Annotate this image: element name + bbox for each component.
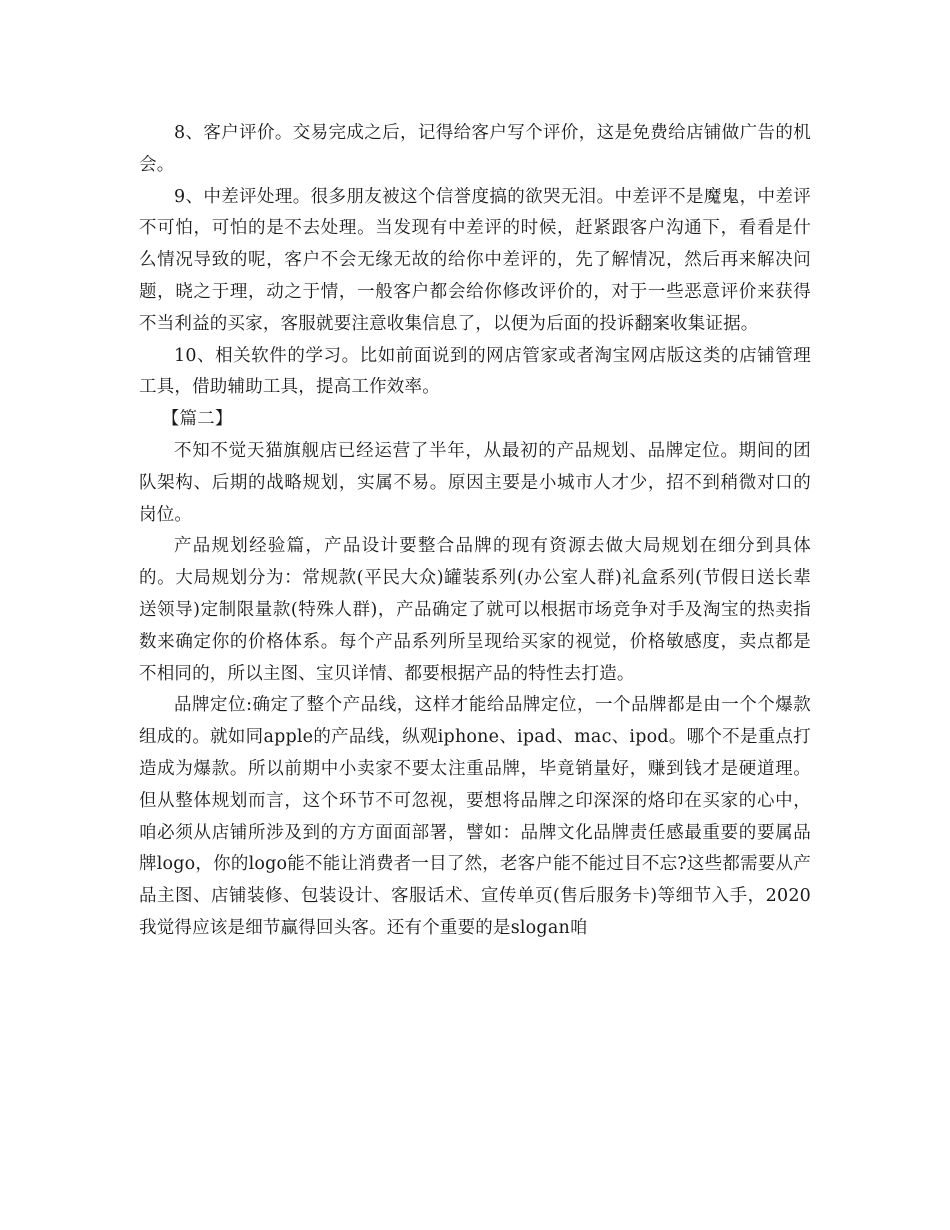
paragraph-brand-positioning: 品牌定位:确定了整个产品线，这样才能给品牌定位，一个品牌都是由一个个爆款组成的。就如同apple的产品线，纵观iphone、ipad、mac、ipod。哪个不是重点打造成为爆款。所以前期中小卖家不要太注重品牌，毕竟销量好，赚到钱才是硬道理。但从整体规划而言，这个环节不可忽视，要想将品牌之印深深的烙印在买家的心中，咱必须从店铺所涉及到的方方面面部署，譬如：品牌文化品牌责任感最重要的要属品牌logo，你的logo能不能让消费者一目了然，老客户能不能过目不忘?这些都需要从产品主图、店铺装修、包装设计、客服话术、宣传单页(售后服务卡)等细节入手，2020我觉得应该是细节赢得回头客。还有个重要的是slogan咱 xyxy=(139,695,811,938)
paragraph-customer-review: 8、客户评价。交易完成之后，记得给客户写个评价，这是免费给店铺做广告的机会。 xyxy=(139,123,811,175)
paragraph-product-planning: 产品规划经验篇，产品设计要整合品牌的现有资源去做大局规划在细分到具体的。大局规划分为：常规款(平民大众)罐装系列(办公室人群)礼盒系列(节假日送长辈送领导)定制限量款(特殊人群)，产品确定了就可以根据市场竞争对手及淘宝的热卖指数来确定你的价格体系。每个产品系列所呈现给买家的视觉，价格敏感度，卖点都是不相同的，所以主图、宝贝详情、都要根据产品的特性去打造。 xyxy=(139,536,811,684)
section-heading-part-two: 【篇二】 xyxy=(161,409,233,430)
paragraph-software-learning: 10、相关软件的学习。比如前面说到的网店管家或者淘宝网店版这类的店铺管理工具，借助辅助工具，提高工作效率。 xyxy=(139,345,811,398)
document-body xyxy=(139,118,811,945)
paragraph-tmall-intro: 不知不觉天猫旗舰店已经运营了半年，从最初的产品规划、品牌定位。期间的团队架构、后期的战略规划，实属不易。原因主要是小城市人才少，招不到稍微对口的岗位。 xyxy=(139,440,811,525)
paragraph-negative-review-handling: 9、中差评处理。很多朋友被这个信誉度搞的欲哭无泪。中差评不是魔鬼，中差评不可怕，可怕的是不去处理。当发现有中差评的时候，赶紧跟客户沟通下，看看是什么情况导致的呢，客户不会无缘无故的给你中差评的，先了解情况，然后再来解决问题，晓之于理，动之于情，一般客户都会给你修改评价的，对于一些恶意评价来获得不当利益的买家，客服就要注意收集信息了，以便为后面的投诉翻案收集证据。 xyxy=(139,186,811,334)
